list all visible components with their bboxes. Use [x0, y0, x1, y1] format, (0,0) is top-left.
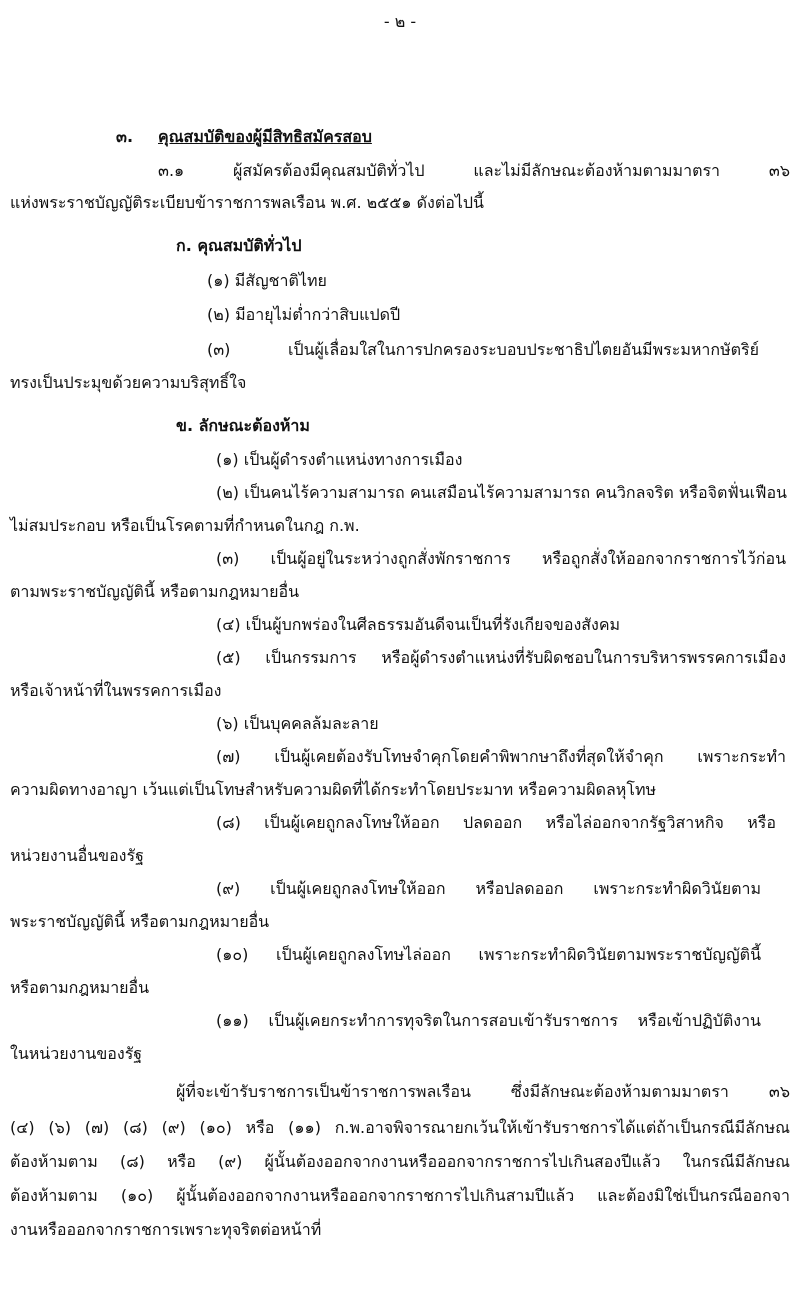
prohibited-line: ความผิดทางอาญา เว้นแต่เป็นโทษสำหรับความผิดที่ได้กระทำโดยประมาท หรือความผิดลหุโทษ [10, 780, 657, 799]
prohibited-line: (๒) เป็นคนไร้ความสามารถ คนเสมือนไร้ความสามารถ คนวิกลจริต หรือจิตฟั่นเฟือน [216, 483, 787, 502]
general-item-2: (๒) มีอายุไม่ต่ำกว่าสิบแปดปี [207, 305, 401, 324]
prohibited-line: (๑) เป็นผู้ดำรงตำแหน่งทางการเมือง [216, 450, 463, 469]
prohibited-line: (๔) เป็นผู้บกพร่องในศีลธรรมอันดีจนเป็นที่รังเกียจของสังคม [216, 615, 621, 634]
prohibited-line: (๙) เป็นผู้เคยถูกลงโทษให้ออก หรือปลดออก เพราะกระทำผิดวินัยตาม [216, 879, 761, 898]
closing-line: ต้องห้ามตาม (๘) หรือ (๙) ผู้นั้นต้องออกจากงานหรือออกจากราชการไปเกินสองปีแล้ว ในกรณีมีลักษณ [10, 1152, 790, 1171]
prohibited-line: ไม่สมประกอบ หรือเป็นโรคตามที่กำหนดในกฎ ก.พ. [10, 516, 360, 535]
general-item-3: (๓) เป็นผู้เลื่อมใสในการปกครองระบอบประชาธิปไตยอันมีพระมหากษัตริย์ [207, 340, 759, 359]
prohibited-line: ตามพระราชบัญญัตินี้ หรือตามกฎหมายอื่น [10, 582, 300, 601]
closing-line: ต้องห้ามตาม (๑๐) ผู้นั้นต้องออกจากงานหรือออกจากราชการไปเกินสามปีแล้ว และต้องมิใช่เป็นกรณีออกจา [10, 1186, 790, 1205]
prohibited-line: (๑๐) เป็นผู้เคยถูกลงโทษไล่ออก เพราะกระทำผิดวินัยตามพระราชบัญญัตินี้ [216, 945, 761, 964]
prohibited-line: (๓) เป็นผู้อยู่ในระหว่างถูกสั่งพักราชการ หรือถูกสั่งให้ออกจากราชการไว้ก่อน [216, 549, 786, 568]
prohibited-line: พระราชบัญญัตินี้ หรือตามกฎหมายอื่น [10, 912, 270, 931]
prohibited-line: (๕) เป็นกรรมการ หรือผู้ดำรงตำแหน่งที่รับผิดชอบในการบริหารพรรคการเมือง [216, 648, 786, 667]
section-heading: คุณสมบัติของผู้มีสิทธิสมัครสอบ [158, 127, 372, 146]
prohibited-line: ในหน่วยงานของรัฐ [10, 1044, 143, 1063]
general-item-3-cont: ทรงเป็นประมุขด้วยความบริสุทธิ์ใจ [10, 373, 247, 392]
closing-line: (๔) (๖) (๗) (๘) (๙) (๑๐) หรือ (๑๑) ก.พ.อาจพิจารณายกเว้นให้เข้ารับราชการได้แต่ถ้าเป็นกรณีมีลักษณ [10, 1118, 790, 1137]
prohibited-heading: ข. ลักษณะต้องห้าม [176, 416, 310, 435]
closing-line: ผู้ที่จะเข้ารับราชการเป็นข้าราชการพลเรือน ซึ่งมีลักษณะต้องห้ามตามมาตรา ๓๖ [176, 1082, 790, 1101]
paragraph-3-1-line-2: แห่งพระราชบัญญัติระเบียบข้าราชการพลเรือน พ.ศ. ๒๕๕๑ ดังต่อไปนี้ [10, 193, 484, 212]
paragraph-3-1-line-1: ๓.๑ ผู้สมัครต้องมีคุณสมบัติทั่วไป และไม่มีลักษณะต้องห้ามตามมาตรา ๓๖ [158, 161, 790, 180]
prohibited-line: (๑๑) เป็นผู้เคยกระทำการทุจริตในการสอบเข้ารับราชการ หรือเข้าปฏิบัติงาน [216, 1011, 761, 1030]
prohibited-line: หรือตามกฎหมายอื่น [10, 978, 150, 997]
prohibited-line: หน่วยงานอื่นของรัฐ [10, 846, 144, 865]
section-number: ๓. [116, 127, 134, 146]
general-heading: ก. คุณสมบัติทั่วไป [176, 236, 302, 255]
closing-line: งานหรือออกจากราชการเพราะทุจริตต่อหน้าที่ [10, 1220, 322, 1239]
prohibited-line: (๖) เป็นบุคคลล้มละลาย [216, 714, 379, 733]
prohibited-line: หรือเจ้าหน้าที่ในพรรคการเมือง [10, 681, 222, 700]
page-number: - ๒ - [383, 12, 417, 31]
prohibited-line: (๘) เป็นผู้เคยถูกลงโทษให้ออก ปลดออก หรือไล่ออกจากรัฐวิสาหกิจ หรือ [216, 813, 776, 832]
general-item-1: (๑) มีสัญชาติไทย [207, 271, 327, 290]
prohibited-line: (๗) เป็นผู้เคยต้องรับโทษจำคุกโดยคำพิพากษาถึงที่สุดให้จำคุก เพราะกระทำ [216, 747, 786, 766]
